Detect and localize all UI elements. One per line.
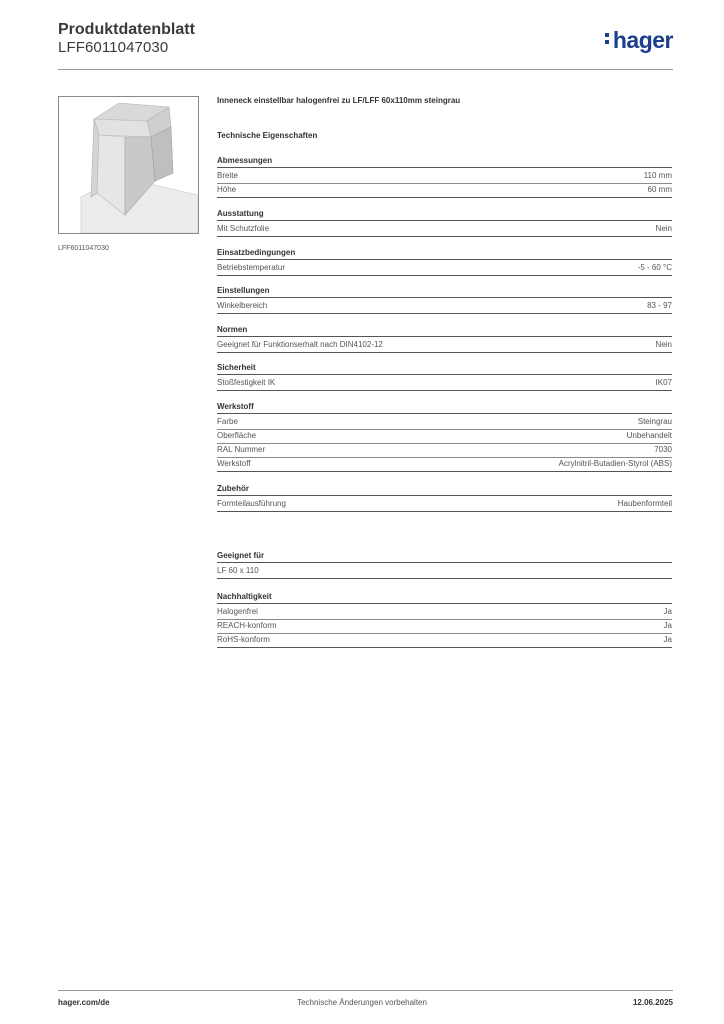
property-row (217, 300, 672, 314)
section-title-technical-properties: Technische Eigenschaften (217, 131, 318, 140)
property-label: REACH-konform (217, 621, 277, 630)
property-row (217, 170, 672, 184)
product-image (58, 96, 199, 234)
property-value: Unbehandelt (626, 431, 672, 440)
header-divider (58, 69, 673, 70)
property-label: Breite (217, 171, 238, 180)
property-row (217, 458, 672, 472)
group-equipment (217, 208, 672, 237)
page-title: Produktdatenblatt (58, 21, 195, 38)
group-standards (217, 324, 672, 353)
property-value: Nein (655, 340, 672, 349)
group-operating-conditions (217, 247, 672, 276)
group-title: Ausstattung (217, 208, 672, 221)
footer-disclaimer: Technische Änderungen vorbehalten (297, 998, 427, 1007)
group-accessories (217, 483, 672, 512)
group-title: Zubehör (217, 483, 672, 496)
property-label: RoHS-konform (217, 635, 270, 644)
footer-date: 12.06.2025 (632, 998, 673, 1007)
property-row (217, 444, 672, 458)
property-value: 110 mm (643, 171, 672, 180)
group-dimensions (217, 155, 672, 198)
property-value: 60 mm (647, 185, 672, 194)
group-title: Werkstoff (217, 401, 672, 414)
group-title: Sicherheit (217, 362, 672, 375)
property-label: RAL Nummer (217, 445, 266, 454)
property-row (217, 430, 672, 444)
group-material (217, 401, 672, 472)
property-value: -5 - 60 °C (637, 263, 672, 272)
property-value: Haubenformteil (617, 499, 672, 508)
property-value: 7030 (654, 445, 672, 454)
property-label: Betriebstemperatur (217, 263, 286, 272)
group-title: Nachhaltigkeit (217, 591, 672, 604)
property-row (217, 184, 672, 198)
property-label: LF 60 x 110 (217, 566, 259, 575)
property-row (217, 620, 672, 634)
group-title: Abmessungen (217, 155, 672, 168)
footer-divider (58, 990, 673, 991)
group-safety (217, 362, 672, 391)
logo-text: hager (612, 27, 673, 53)
property-row (217, 223, 672, 237)
group-title: Geeignet für (217, 550, 672, 563)
property-row (217, 565, 672, 579)
property-value: Nein (655, 224, 672, 233)
property-label: Stoßfestigkeit IK (217, 378, 276, 387)
product-code: LFF6011047030 (58, 39, 169, 56)
group-title: Einsatzbedingungen (217, 247, 672, 260)
property-row (217, 498, 672, 512)
property-value: 83 - 97 (647, 301, 672, 310)
group-sustainability (217, 591, 672, 648)
property-row (217, 634, 672, 648)
property-row (217, 606, 672, 620)
property-label: Oberfläche (217, 431, 257, 440)
group-title: Normen (217, 324, 672, 337)
property-row (217, 377, 672, 391)
hager-logo (605, 27, 673, 54)
property-label: Winkelbereich (217, 301, 268, 310)
property-label: Höhe (217, 185, 237, 194)
property-value: Ja (663, 635, 672, 644)
image-caption: LFF6011047030 (58, 245, 109, 252)
property-value: Ja (663, 607, 672, 616)
property-row (217, 262, 672, 276)
property-label: Geeignet für Funktionserhalt nach DIN4102-12 (217, 340, 383, 349)
property-value: Ja (663, 621, 672, 630)
group-settings (217, 285, 672, 314)
property-value: IK07 (655, 378, 672, 387)
logo-dots-icon (605, 33, 611, 47)
inner-corner-product-icon (59, 97, 198, 233)
property-label: Formteilausführung (217, 499, 286, 508)
property-label: Halogenfrei (217, 607, 258, 616)
property-value: Acrylnitril-Butadien-Styrol (ABS) (558, 459, 672, 468)
property-label: Farbe (217, 417, 238, 426)
product-description: Inneneck einstellbar halogenfrei zu LF/LFF 60x110mm steingrau (217, 96, 461, 105)
group-suitable-for (217, 550, 672, 579)
property-value: Steingrau (637, 417, 672, 426)
property-label: Werkstoff (217, 459, 251, 468)
property-row (217, 339, 672, 353)
group-title: Einstellungen (217, 285, 672, 298)
footer-website-link[interactable]: hager.com/de (58, 998, 110, 1007)
property-label: Mit Schutzfolie (217, 224, 270, 233)
property-row (217, 416, 672, 430)
